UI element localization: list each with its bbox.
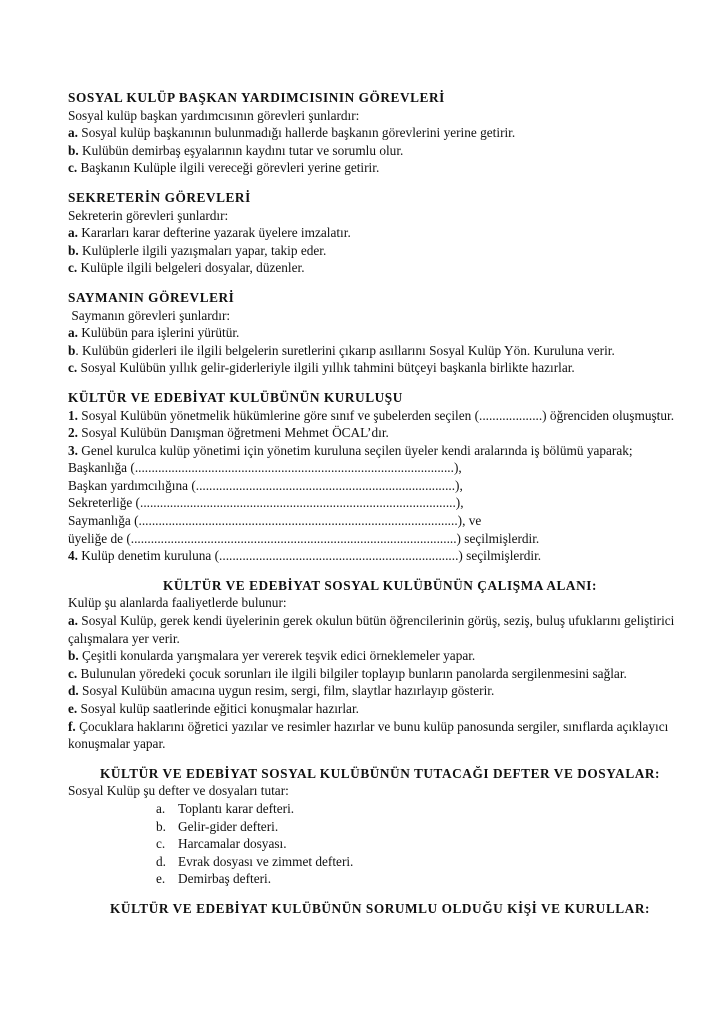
list-item: a. Kararları karar defterine yazarak üyelere imzalatır. [68, 225, 351, 241]
list-item: a. Sosyal kulüp başkanının bulunmadığı hallerde başkanın görevlerini yerine getirir. [68, 125, 516, 141]
list-item: 2. Sosyal Kulübün Danışman öğretmeni Mehmet ÖCAL’dır. [68, 425, 389, 441]
section-intro: Kulüp şu alanlarda faaliyetlerde bulunur: [68, 595, 287, 611]
section-intro: Sekreterin görevleri şunlardır: [68, 207, 229, 223]
section-intro: Saymanın görevleri şunlardır: [68, 307, 231, 323]
list-item: c. Başkanın Kulüple ilgili vereceği görevleri yerine getirir. [68, 160, 380, 176]
section-title: SEKRETERİN GÖREVLERİ [68, 189, 251, 205]
section-title: KÜLTÜR VE EDEBİYAT KULÜBÜNÜN SORUMLU OLDUĞU KİŞİ VE KURULLAR: [110, 900, 650, 916]
fill-in-line: Sekreterliğe (...............................................................................................), [68, 495, 464, 511]
list-item: 1. Sosyal Kulübün yönetmelik hükümlerine göre sınıf ve şubelerden seçilen (...................) öğrenciden oluşmuştur. [68, 407, 675, 423]
section-intro: Sosyal kulüp başkan yardımcısının görevleri şunlardır: [68, 107, 360, 123]
list-item: c. Sosyal Kulübün yıllık gelir-giderleriyle ilgili yıllık tahmini bütçeyi başkanla birlikte hazırlar. [68, 360, 575, 376]
list-item: a. Sosyal Kulüp, gerek kendi üyelerinin gerek okulun bütün öğrencilerinin görüş, seziş, buluş ufuklarını geliştirici çalışmalara yer verir. [68, 613, 675, 646]
list-item: e. Demirbaş defteri. [156, 871, 272, 887]
fill-in-line: Başkan yardımcılığına (..............................................................................), [68, 477, 463, 493]
section-title: KÜLTÜR VE EDEBİYAT KULÜBÜNÜN KURULUŞU [68, 389, 403, 405]
fill-in-line: üyeliğe de (..................................................................................................) seçilmişlerdir. [68, 530, 540, 546]
list-item: b. Çeşitli konularda yarışmalara yer vererek teşvik edici örneklemeler yapar. [68, 648, 476, 664]
list-item: b. Kulübün giderleri ile ilgili belgelerin suretlerini çıkarıp asıllarını Sosyal Kulüp Yön. Kuruluna verir. [68, 342, 615, 358]
section-title: KÜLTÜR VE EDEBİYAT SOSYAL KULÜBÜNÜN TUTACAĞI DEFTER VE DOSYALAR: [99, 765, 661, 781]
fill-in-line: Başkanlığa (................................................................................................), [68, 460, 462, 476]
list-item: b. Kulüplerle ilgili yazışmaları yapar, takip eder. [68, 242, 327, 258]
document-list [68, 800, 688, 888]
list-item: e. Sosyal kulüp saatlerinde eğitici konuşmalar hazırlar. [68, 701, 359, 716]
document-page [68, 89, 688, 918]
list-item: c. Kulüple ilgili belgeleri dosyalar, düzenler. [68, 260, 305, 276]
list-item: f. Çocuklara haklarını öğretici yazılar ve resimler hazırlar ve bunu kulüp panosunda sergiler, sınıflarda açıklayıcı konuşmalar yapar. [68, 718, 669, 752]
section-title: KÜLTÜR VE EDEBİYAT SOSYAL KULÜBÜNÜN ÇALIŞMA ALANI: [163, 577, 597, 593]
list-item: 4. Kulüp denetim kuruluna (........................................................................) seçilmişlerdir. [68, 548, 542, 564]
list-item: a. Toplantı karar defteri. [156, 800, 295, 816]
section-intro: Sosyal Kulüp şu defter ve dosyaları tutar: [68, 783, 289, 799]
fill-in-line: Saymanlığa (................................................................................................), ve [68, 513, 482, 529]
list-item: b. Kulübün demirbaş eşyalarının kaydını tutar ve sorumlu olur. [68, 142, 404, 158]
section-title: SOSYAL KULÜP BAŞKAN YARDIMCISININ GÖREVLERİ [68, 90, 445, 105]
section-title: SAYMANIN GÖREVLERİ [68, 289, 235, 305]
list-item: 3. Genel kurulca kulüp yönetimi için yönetim kuruluna seçilen üyeler kendi aralarında iş bölümü yaparak; [68, 442, 633, 458]
list-item: d. Sosyal Kulübün amacına uygun resim, sergi, film, slaytlar hazırlayıp gösterir. [68, 683, 495, 699]
list-item: a. Kulübün para işlerini yürütür. [68, 325, 240, 341]
list-item: d. Evrak dosyası ve zimmet defteri. [156, 853, 354, 869]
list-item: c. Harcamalar dosyası. [156, 836, 287, 852]
list-item: c. Bulunulan yöredeki çocuk sorunları ile ilgili bilgiler toplayıp bunların panolarda sergilenmesini sağlar. [68, 665, 627, 681]
list-item: b. Gelir-gider defteri. [156, 818, 279, 834]
